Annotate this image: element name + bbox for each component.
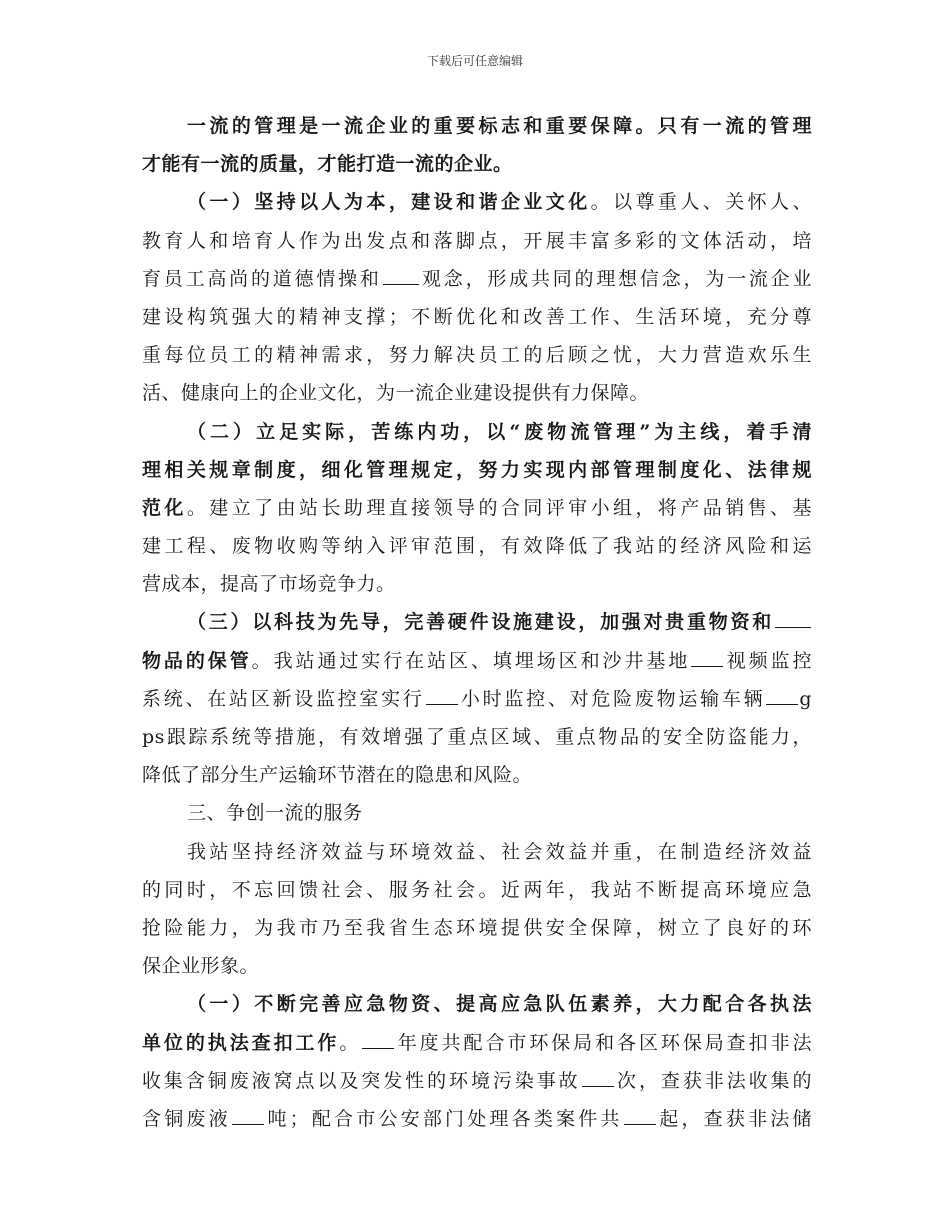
- body-text: 视频监控: [724, 649, 812, 672]
- body-text: 。以尊重人、关怀人、: [590, 191, 812, 214]
- paragraph-line: 活、健康向上的企业文化，为一流企业建设提供有力保障。: [142, 382, 650, 405]
- body-text: 起，查获非法储: [656, 1107, 812, 1130]
- fill-in-blank: [426, 680, 458, 705]
- paragraph-line: （二）立足实际，苦练内功，以“废物流管理”为主线，着手清: [187, 420, 812, 443]
- paragraph-line: 我站坚持经济效益与环境效益、社会效益并重，在制造经济效益: [187, 840, 812, 863]
- fill-in-blank: [232, 1100, 264, 1125]
- body-text: 。: [339, 1031, 362, 1054]
- paragraph-line: 才能有一流的质量，才能打造一流的企业。: [142, 153, 513, 176]
- document-body: [142, 107, 812, 1138]
- paragraph-line: 保企业形象。: [142, 955, 260, 978]
- paragraph-line: [142, 603, 812, 641]
- paragraph-line: 抢险能力，为我市乃至我省生态环境提供安全保障，树立了良好的环: [142, 916, 812, 939]
- paragraph-line: 营成本，提高了市场竞争力。: [142, 573, 396, 596]
- fill-in-blank: [624, 1100, 656, 1125]
- paragraph-line: 的同时，不忘回馈社会、服务社会。近两年，我站不断提高环境应急: [142, 878, 812, 901]
- body-text: 年度共配合市环保局和各区环保局查扣非法: [395, 1031, 812, 1054]
- section-heading-text: （一）坚持以人为本，建设和谐企业文化: [187, 191, 591, 214]
- body-text: 。建立了由站长助理直接领导的合同评审小组，将产品销售、基: [186, 496, 812, 519]
- fill-in-blank: [582, 1062, 614, 1087]
- body-text: 观念，形成共同的理想信念，为一流企业: [419, 267, 812, 290]
- paragraph-line: 建设构筑强大的精神支撑；不断优化和改善工作、生活环境，充分尊: [142, 305, 812, 328]
- paragraph-line: [142, 260, 812, 298]
- section-heading-text: （三）以科技为先导，完善硬件设施建设，加强对贵重物资和: [187, 611, 774, 634]
- paragraph-line: [142, 1062, 812, 1100]
- paragraph-line: [142, 1024, 812, 1062]
- fill-in-blank: [691, 642, 723, 667]
- section-heading-text: 物品的保管: [142, 649, 252, 672]
- body-text: 小时监控、对危险废物运输车辆: [458, 687, 766, 710]
- section-heading-text: 范化: [142, 496, 187, 519]
- paragraph-line: 一流的管理是一流企业的重要标志和重要保障。只有一流的管理: [187, 115, 812, 137]
- page-header-note: 下载后可任意编辑: [426, 54, 523, 68]
- body-text: 吨；配合市公安部门处理各类案件共: [264, 1107, 623, 1130]
- paragraph-line: 教育人和培育人作为出发点和落脚点，开展丰富多彩的文体活动，培: [142, 229, 812, 252]
- paragraph-line: 降低了部分生产运输环节潜在的隐患和风险。: [142, 764, 533, 787]
- paragraph-line: [142, 489, 812, 527]
- fill-in-blank: [383, 260, 419, 285]
- paragraph-line: [142, 183, 812, 221]
- body-text: 收集含铜废液窝点以及突发性的环境污染事故: [142, 1069, 581, 1092]
- body-text: 系统、在站区新设监控室实行: [142, 687, 425, 710]
- body-text: 育员工高尚的道德情操和: [142, 267, 382, 290]
- paragraph-line: （一）不断完善应急物资、提高应急队伍素养，大力配合各执法: [187, 993, 812, 1016]
- paragraph-line: 重每位员工的精神需求，努力解决员工的后顾之忧，大力营造欢乐生: [142, 344, 812, 367]
- paragraph-line: [142, 1100, 812, 1138]
- body-text: 。我站通过实行在站区、填埋场区和沙井基地: [251, 649, 691, 672]
- fill-in-blank: [775, 603, 811, 628]
- body-text: 次，查获非法收集的: [614, 1069, 812, 1092]
- section-heading: 三、争创一流的服务: [187, 802, 363, 825]
- fill-in-blank: [362, 1024, 394, 1049]
- fill-in-blank: [766, 680, 798, 705]
- paragraph-line: [142, 680, 812, 718]
- paragraph-line: ps跟踪系统等措施，有效增强了重点区域、重点物品的安全防盗能力，: [142, 726, 812, 748]
- section-heading-text: 单位的执法查扣工作: [142, 1031, 340, 1054]
- paragraph-line: 建工程、废物收购等纳入评审范围，有效降低了我站的经济风险和运: [142, 535, 812, 558]
- body-text: g: [799, 687, 812, 710]
- body-text: 含铜废液: [142, 1107, 231, 1130]
- paragraph-line: [142, 642, 812, 680]
- paragraph-line: 理相关规章制度，细化管理规定，努力实现内部管理制度化、法律规: [142, 458, 812, 481]
